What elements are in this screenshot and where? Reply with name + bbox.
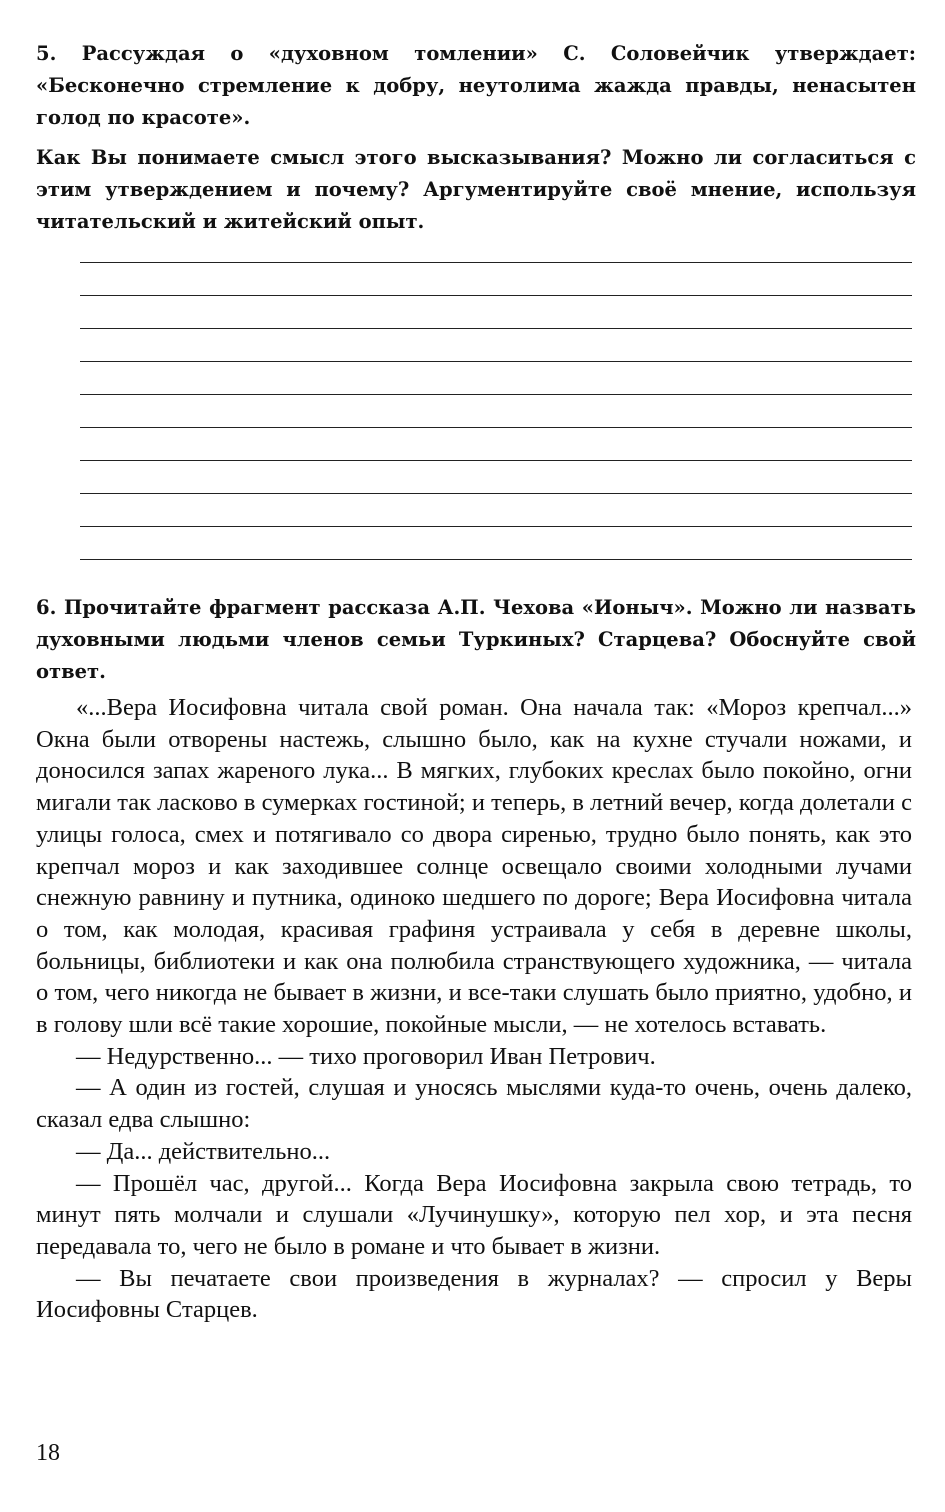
answer-line (80, 428, 912, 461)
task-5-statement-text: 5. Рассуждая о «духовном томлении» С. Соловейчик утверждает: «Бесконечно стремление к добру, неутолима жажда правды, ненасытен голод по красоте». (36, 42, 916, 129)
task-5-statement (36, 38, 916, 134)
answer-line (80, 362, 912, 395)
task-6-question-text: 6. Прочитайте фрагмент рассказа А.П. Чехова «Ионыч». Можно ли назвать духовными людьми членов семьи Туркиных? Старцева? Обоснуйте свой ответ. (36, 596, 916, 683)
answer-lines (80, 262, 912, 560)
task-5-question-text: Как Вы понимаете смысл этого высказывания? Можно ли согласиться с этим утверждением и почему? Аргументируйте своё мнение, используя читательский и житейский опыт. (36, 146, 916, 233)
answer-line (80, 461, 912, 494)
answer-line (80, 527, 912, 560)
excerpt-paragraph: — Прошёл час, другой... Когда Вера Иосифовна закрыла свою тетрадь, то минут пять молчали и слушали «Лучинушку», которую пел хор, и эта песня передавала то, чего не было в романе и что бывает в жизни. (36, 1169, 912, 1260)
answer-line (80, 395, 912, 428)
answer-line (80, 263, 912, 296)
answer-line (80, 296, 912, 329)
answer-line (80, 494, 912, 527)
excerpt-paragraph: — А один из гостей, слушая и уносясь мыслями куда-то очень, очень далеко, сказал едва слышно: (36, 1074, 912, 1134)
task-5-question (36, 142, 916, 238)
excerpt-paragraph: — Недурственно... — тихо проговорил Иван Петрович. (76, 1042, 656, 1070)
excerpt-paragraph: «...Вера Иосифовна читала свой роман. Она начала так: «Мороз крепчал...» Окна были отворены настежь, слышно было, как на кухне стучали ножами, и доносился запах жареного лука... В мягких, глубоких креслах было покойно, огни мигали так ласково в сумерках гостиной; и теперь, в летний вечер, когда долетали с улицы голоса, смех и потягивало со двора сиренью, трудно было понять, как это крепчал мороз и как заходившее солнце освещало своими холодными лучами снежную равнину и путника, одиноко шедшего по дороге; Вера Иосифовна читала о том, как молодая, красивая графиня устраивала у себя в деревне школы, больницы, библиотеки и как она полюбила странствующего художника, — читала о том, чего никогда не бывает в жизни, и все-таки слушать было приятно, удобно, и в голову шли всё такие хорошие, покойные мысли, — не хотелось вставать. (36, 694, 912, 1039)
excerpt-paragraph: — Да... действительно... (76, 1137, 331, 1165)
excerpt-paragraph: — Вы печатаете свои произведения в журналах? — спросил у Веры Иосифовны Старцев. (36, 1264, 912, 1324)
page-number: 18 (36, 1440, 60, 1466)
task-6-question (36, 592, 916, 688)
answer-line (80, 329, 912, 362)
chekhov-excerpt (36, 692, 912, 1326)
